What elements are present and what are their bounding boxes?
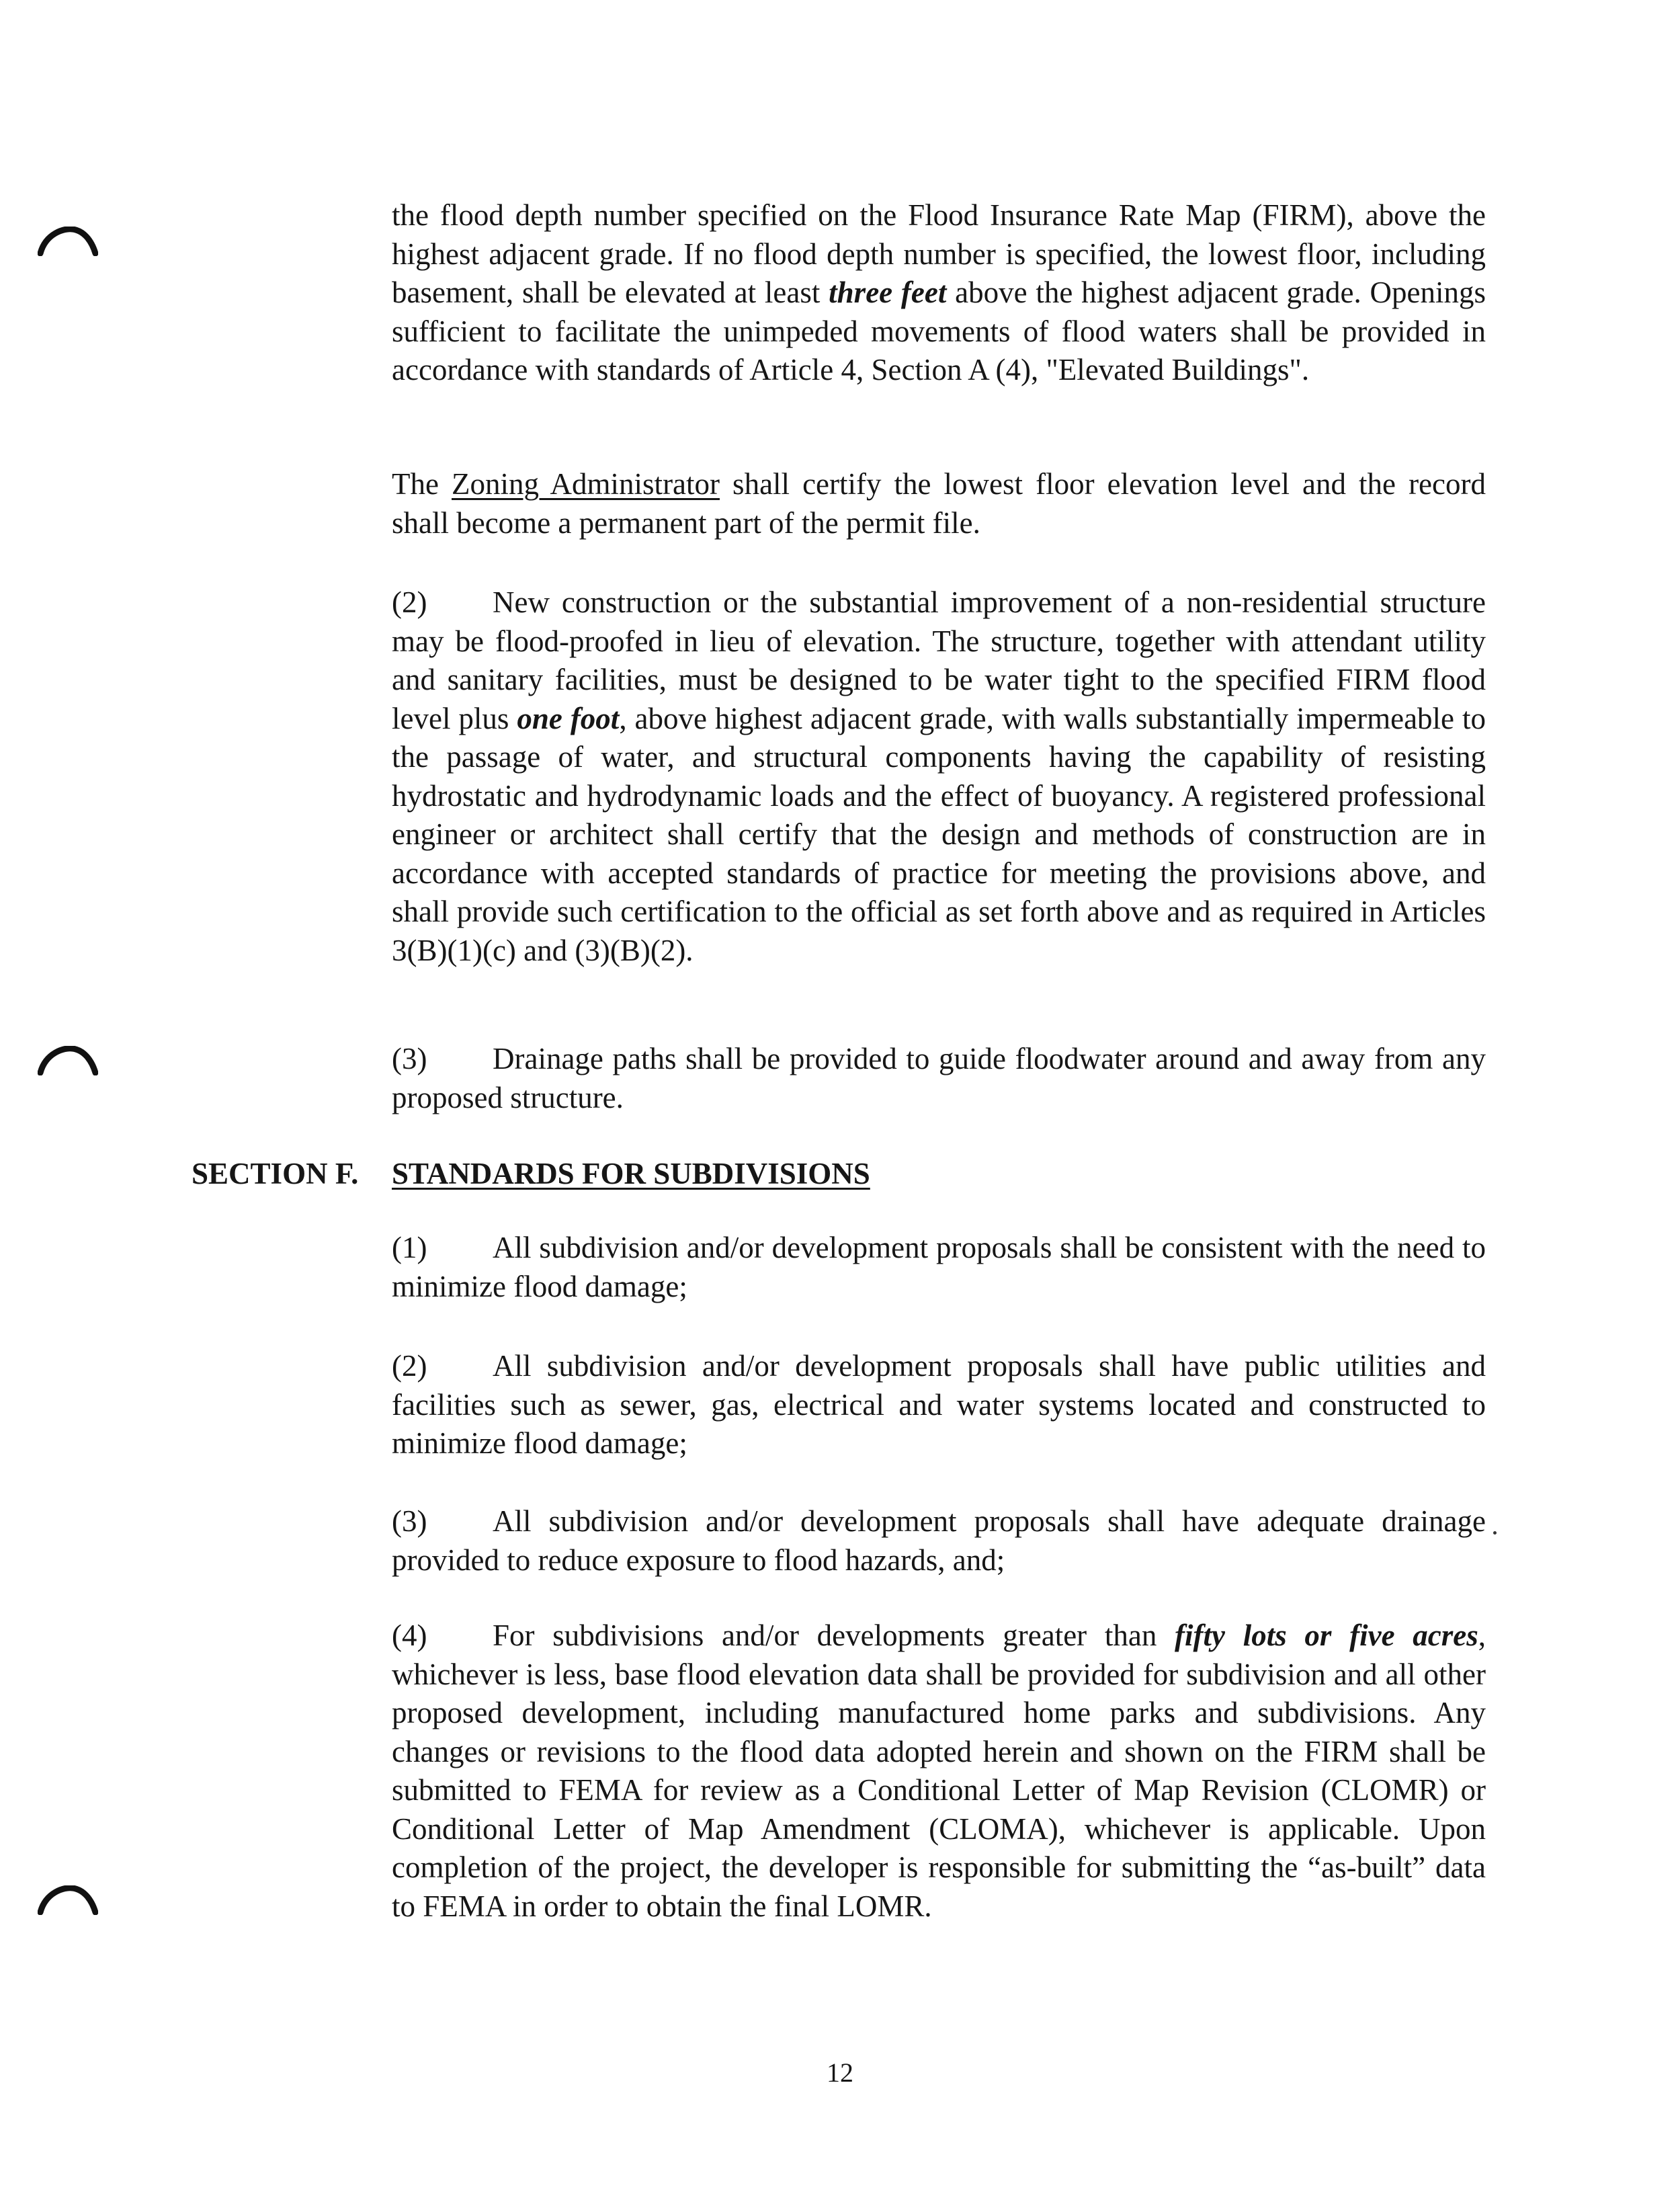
item-number: (3) — [392, 1042, 427, 1075]
certification-paragraph — [392, 465, 1486, 542]
section-title: STANDARDS FOR SUBDIVISIONS — [392, 1157, 870, 1190]
section-f-item-4 — [392, 1617, 1486, 1926]
paragraph-text: All subdivision and/or development proposals shall have adequate drainage provided to reduce exposure to flood hazards, and; — [392, 1504, 1486, 1577]
page-number: 12 — [827, 2057, 853, 2088]
list-item-2-flood-proofing — [392, 583, 1486, 970]
item-number: (4) — [392, 1619, 427, 1652]
punch-hole-mark-icon — [38, 227, 98, 256]
item-number: (2) — [392, 585, 427, 619]
section-f-item-1 — [392, 1229, 1486, 1306]
section-f-heading — [192, 1155, 870, 1193]
paragraph-text: above the highest adjacent grade. Openings sufficient to facilitate the unimpeded movements of flood waters shall be provided in accordance with standards of Article 4, Section A (4), "Elevated Buildings". — [392, 276, 1486, 386]
section-f-item-3 — [392, 1502, 1486, 1580]
paragraph-text: All subdivision and/or development proposals shall be consistent with the need to minimize flood damage; — [392, 1231, 1486, 1303]
emphasis-one-foot: one foot — [517, 701, 620, 735]
paragraph-text: New construction or the substantial improvement of a non-residential structure may be flood-proofed in lieu of elevation. The structure, together with attendant utility and sanitary facilities, must be designed to be water tight to the specified FIRM flood level plus — [392, 585, 1486, 735]
paragraph-text: Drainage paths shall be provided to guide floodwater around and away from any proposed structure. — [392, 1042, 1486, 1114]
punch-hole-mark-icon — [38, 1046, 98, 1075]
emphasis-three-feet: three feet — [829, 276, 947, 309]
stray-dot-mark — [1493, 1531, 1497, 1535]
punch-hole-mark-icon — [38, 1885, 98, 1915]
item-number: (2) — [392, 1349, 427, 1383]
list-item-3-drainage — [392, 1040, 1486, 1117]
paragraph-text: , above highest adjacent grade, with walls substantially impermeable to the passage of water, and structural components having the capability of resisting hydrostatic and hydrodynamic loads and the effect of buoyancy. A registered professional engineer or architect shall certify that the design and methods of construction are in accordance with accepted standards of practice for meeting the provisions above, and shall provide such certification to the official as set forth above and as required in Articles 3(B)(1)(c) and (3)(B)(2). — [392, 701, 1486, 967]
section-f-item-2 — [392, 1347, 1486, 1463]
emphasis-fifty-lots-or-five-acres: fifty lots or five acres — [1175, 1619, 1478, 1652]
paragraph-text: shall certify the lowest floor elevation level and the record shall become a permanent part of the permit file. — [392, 467, 1486, 540]
continuation-paragraph — [392, 196, 1486, 390]
zoning-administrator-term: Zoning Administrator — [452, 467, 720, 501]
paragraph-text: , whichever is less, base flood elevation data shall be provided for subdivision and all other proposed development, including manufactured home parks and subdivisions. Any changes or revisions to the flood data adopted herein and shown on the FIRM shall be submitted to FEMA for review as a Conditional Letter of Map Revision (CLOMR) or Conditional Letter of Map Amendment (CLOMA), whichever is applicable. Upon completion of the project, the developer is responsible for submitting the “as-built” data to FEMA in order to obtain the final LOMR. — [392, 1619, 1486, 1923]
item-number: (1) — [392, 1231, 427, 1264]
item-number: (3) — [392, 1504, 427, 1538]
paragraph-text: the flood depth number specified on the Flood Insurance Rate Map (FIRM), above the highest adjacent grade. If no flood depth number is specified, the lowest floor, including basement, shall be elevated at least — [392, 198, 1486, 309]
paragraph-text: All subdivision and/or development proposals shall have public utilities and facilities such as sewer, gas, electrical and water systems located and constructed to minimize flood damage; — [392, 1349, 1486, 1460]
paragraph-text: The — [392, 467, 452, 501]
section-label: SECTION F. — [192, 1157, 359, 1190]
paragraph-text: For subdivisions and/or developments greater than — [493, 1619, 1175, 1652]
